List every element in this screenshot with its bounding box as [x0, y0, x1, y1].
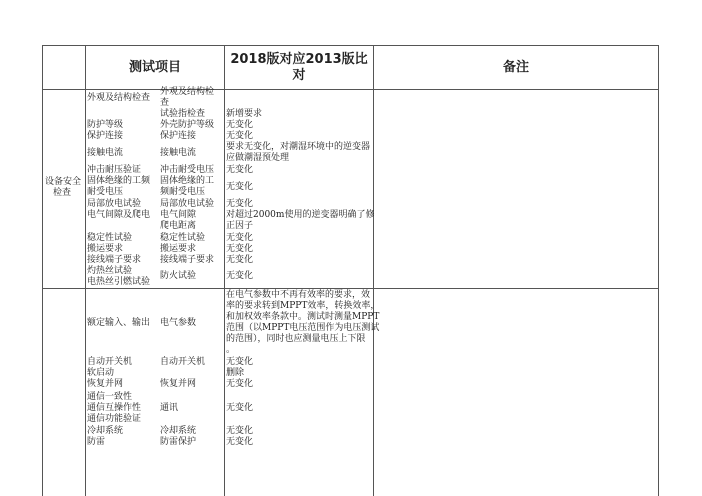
g1-old-1: 试验指检查 [160, 109, 206, 119]
header-test-item: 测试项目 [128, 60, 181, 75]
col-border-a [42, 45, 43, 496]
g2-cmp-8: 无变化 [226, 437, 254, 447]
g2-item-1: 自动开关机 [87, 357, 133, 367]
group1-label-line1: 设备安全 [45, 177, 82, 187]
header-note: 备注 [502, 60, 529, 75]
g2-cmp-3: 无变化 [226, 379, 254, 389]
g1-item-8: 局部放电试验 [87, 199, 142, 209]
g1-old-0: 外观及结构检 [160, 87, 215, 97]
g1-old-15: 防火试验 [160, 271, 197, 281]
g1-cmp-9b: 正因子 [226, 221, 254, 231]
g2-cmp-0-l4: 的范围），同时也应测量电压上下限 [226, 334, 366, 344]
g1-cmp-13: 无变化 [226, 255, 254, 265]
col-border-f [658, 45, 659, 496]
g2-cmp-2: 删除 [226, 368, 245, 378]
group1-label-line2: 检查 [53, 188, 72, 198]
g1-old-3: 保护连接 [160, 131, 197, 141]
g1-item-4: 接触电流 [87, 148, 124, 158]
g1-old-11: 稳定性试验 [160, 233, 206, 243]
g1-item-14: 灼热丝试验 [87, 266, 133, 276]
g1-old-0b: 查 [160, 98, 170, 108]
g2-item-3: 恢复并网 [87, 379, 124, 389]
g2-cmp-0-l1: 率的要求转到MPPT效率，转换效率， [226, 301, 380, 311]
g1-cmp-9: 对超过2000m使用的逆变器明确了修 [226, 210, 375, 220]
g1-old-4: 接触电流 [160, 148, 197, 158]
g2-cmp-0-l5: 。 [226, 345, 236, 355]
col-border-d [224, 45, 225, 496]
header-compare-line2: 对 [292, 68, 306, 83]
g2-old-8: 防雷保护 [160, 437, 197, 447]
g1-cmp-5: 无变化 [226, 165, 254, 175]
g1-old-2: 外壳防护等级 [160, 120, 215, 130]
g2-item-5: 通信互操作性 [87, 403, 142, 413]
g2-item-8: 防雷 [87, 437, 106, 447]
header-bottom-border [42, 89, 659, 90]
g1-item-7: 耐受电压 [87, 187, 124, 197]
g1-old-13: 接线端子要求 [160, 255, 215, 265]
g1-cmp-11: 无变化 [226, 233, 254, 243]
g2-cmp-5: 无变化 [226, 403, 254, 413]
g1-item-9: 电气间隙及爬电 [87, 210, 151, 220]
g1-old-7: 频耐受电压 [160, 187, 206, 197]
g1-old-8: 局部放电试验 [160, 199, 215, 209]
g2-item-4: 通信一致性 [87, 392, 133, 402]
g2-old-1: 自动开关机 [160, 357, 206, 367]
g2-cmp-1: 无变化 [226, 357, 254, 367]
g2-item-2: 软启动 [87, 368, 115, 378]
g1-item-13: 接线端子要求 [87, 255, 142, 265]
g1-item-3: 保护连接 [87, 131, 124, 141]
g2-cmp-0-l0: 在电气参数中不再有效率的要求，效 [226, 290, 371, 300]
table-top-border [42, 45, 659, 46]
g2-old-0: 电气参数 [160, 318, 197, 328]
g1-cmp-15: 无变化 [226, 271, 254, 281]
g1-old-5: 冲击耐受电压 [160, 165, 215, 175]
group1-bottom-border [42, 288, 659, 289]
g1-cmp-3: 无变化 [226, 131, 254, 141]
g1-item-5: 冲击耐压验证 [87, 165, 142, 175]
g2-cmp-0-l2: 和加权效率条款中。测试时测量MPPT [226, 312, 380, 322]
g2-old-3: 恢复并网 [160, 379, 197, 389]
g1-old-12: 搬运要求 [160, 244, 197, 254]
g2-old-7: 冷却系统 [160, 426, 197, 436]
g1-old-9: 电气间隙 [160, 210, 197, 220]
g2-cmp-0-l3: 范围（以MPPT电压范围作为电压测试 [226, 323, 380, 333]
g1-cmp-8: 无变化 [226, 199, 254, 209]
col-border-e [373, 45, 374, 496]
g1-item-0: 外观及结构检查 [87, 93, 151, 103]
g1-cmp-1: 新增要求 [226, 109, 263, 119]
g2-item-0: 额定输入、输出 [87, 318, 151, 328]
g1-cmp-12: 无变化 [226, 244, 254, 254]
col-border-b [85, 45, 86, 496]
g2-item-7: 冷却系统 [87, 426, 124, 436]
g1-item-6: 固体绝缘的工频 [87, 176, 151, 186]
g1-old-10: 爬电距离 [160, 221, 197, 231]
g1-item-15: 电热丝引燃试验 [87, 277, 151, 287]
g2-old-5: 通讯 [160, 403, 179, 413]
g1-item-2: 防护等级 [87, 120, 124, 130]
g1-cmp-4b: 应做潮湿预处理 [226, 153, 290, 163]
g1-old-6: 固体绝缘的工 [160, 176, 215, 186]
header-compare-line1: 2018版对应2013版比 [230, 52, 368, 67]
g1-cmp-6: 无变化 [226, 182, 254, 192]
g1-item-12: 搬运要求 [87, 244, 124, 254]
g2-cmp-7: 无变化 [226, 426, 254, 436]
g1-cmp-4: 要求无变化，对潮湿环境中的逆变器 [226, 142, 371, 152]
g1-item-11: 稳定性试验 [87, 233, 133, 243]
g2-item-6: 通信功能验证 [87, 414, 142, 424]
g1-cmp-2: 无变化 [226, 120, 254, 130]
